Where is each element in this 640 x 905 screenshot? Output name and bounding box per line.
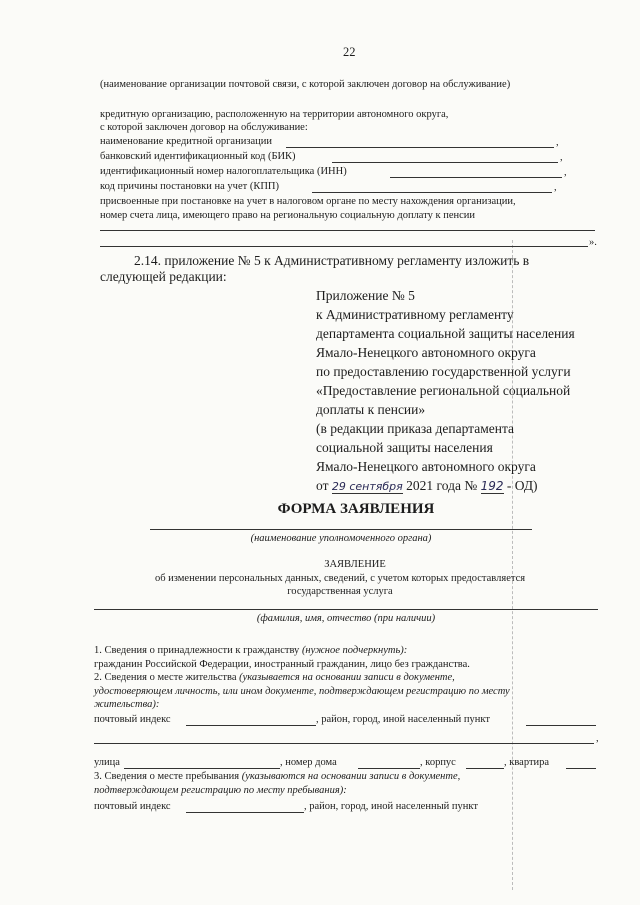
organ-note: (наименование уполномоченного органа) xyxy=(250,533,432,544)
bik-label: банковский идентификационный код (БИК) xyxy=(100,151,296,162)
annex-line: по предоставлению государственной услуги xyxy=(316,364,571,379)
statement-sub-1: об изменении персональных данных, сведений, с учетом которых предоставляется xyxy=(154,573,526,584)
annex-line: к Административному регламенту xyxy=(316,307,514,322)
residence-line xyxy=(94,671,455,684)
building-field xyxy=(466,768,504,769)
building-label: , корпус xyxy=(420,757,456,768)
fio-note: (фамилия, имя, отчество (при наличии) xyxy=(256,613,436,624)
apartment-label: , квартира xyxy=(504,757,550,768)
residence-note: (указывается на основании записи в документе, xyxy=(239,672,455,683)
citizenship-options: гражданин Российской Федерации, иностранный гражданин, лицо без гражданства. xyxy=(94,659,470,670)
comma-mark: , xyxy=(554,182,557,193)
stay-label: 3. Сведения о месте пребывания xyxy=(94,771,240,782)
kpp-line xyxy=(312,192,552,193)
house-field xyxy=(358,768,420,769)
statement-title: ЗАЯВЛЕНИЕ xyxy=(324,559,386,570)
region-label-2: , район, город, иной населенный пункт xyxy=(304,801,478,812)
comma-mark: , xyxy=(596,733,599,744)
citizenship-note: (нужное подчеркнуть): xyxy=(301,645,408,656)
end-quote-mark: ». xyxy=(589,237,597,248)
comma-mark: , xyxy=(564,167,567,178)
bank-line-2: с которой заключен договор на обслуживание: xyxy=(100,122,308,133)
bik-line xyxy=(332,162,558,163)
region-label: , район, город, иной населенный пункт xyxy=(316,714,490,725)
annex-date-line xyxy=(316,477,538,496)
date-middle: 2021 года № xyxy=(406,478,478,493)
region-field xyxy=(526,725,596,726)
annex-line: (в редакции приказа департамента xyxy=(316,421,515,436)
apartment-field xyxy=(566,768,596,769)
annex-line: доплаты к пенсии» xyxy=(316,402,426,417)
annex-line: «Предоставление региональной социальной xyxy=(316,383,571,398)
account-blank-1 xyxy=(100,230,595,231)
annex-line: Ямало-Ненецкого автономного округа xyxy=(316,459,536,474)
postal-index-field xyxy=(186,725,316,726)
handwritten-date: 29 сентября xyxy=(331,480,403,493)
tax-line: присвоенные при постановке на учет в налоговом органе по месту нахождения организации, xyxy=(100,196,516,207)
page-number: 22 xyxy=(343,45,356,59)
stay-note-2: подтверждающем регистрацию по месту пребывания): xyxy=(94,785,347,796)
postal-index-label-2: почтовый индекс xyxy=(94,801,171,812)
house-label: , номер дома xyxy=(280,757,337,768)
postal-index-label: почтовый индекс xyxy=(94,714,171,725)
number-suffix: - ОД) xyxy=(506,478,538,493)
stay-line xyxy=(94,770,460,783)
citizenship-label: 1. Сведения о принадлежности к гражданству xyxy=(94,645,300,656)
kpp-label: код причины постановки на учет (КПП) xyxy=(100,181,279,192)
account-line: номер счета лица, имеющего право на региональную социальную доплату к пенсии xyxy=(100,210,476,221)
annex-line: Приложение № 5 xyxy=(316,288,415,303)
form-title: ФОРМА ЗАЯВЛЕНИЯ xyxy=(277,501,435,517)
comma-mark: , xyxy=(556,137,559,148)
residence-note-3: жительства): xyxy=(94,699,160,710)
amendment-line-1: 2.14. приложение № 5 к Административному регламенту изложить в xyxy=(134,253,530,268)
amendment-line-2: следующей редакции: xyxy=(100,269,227,284)
postal-index-field-2 xyxy=(186,812,304,813)
handwritten-number: 192 xyxy=(480,479,504,493)
annex-line: социальной защиты населения xyxy=(316,440,493,455)
citizenship-line xyxy=(94,644,407,657)
street-label: улица xyxy=(94,757,120,768)
inn-line xyxy=(390,177,562,178)
post-org-note: (наименование организации почтовой связи, с которой заключен договор на обслуживание) xyxy=(100,79,511,90)
residence-note-2: удостоверяющем личность, или ином документе, подтверждающем регистрацию по месту xyxy=(94,686,510,697)
annex-line: Ямало-Ненецкого автономного округа xyxy=(316,345,536,360)
comma-mark: , xyxy=(560,152,563,163)
organ-line xyxy=(150,529,532,530)
street-field xyxy=(124,768,280,769)
fio-line xyxy=(94,609,598,610)
inn-label: идентификационный номер налогоплательщика (ИНН) xyxy=(100,166,347,177)
bank-name-line xyxy=(286,147,554,148)
statement-sub-2: государственная услуга xyxy=(287,586,393,597)
bank-line-1: кредитную организацию, расположенную на территории автономного округа, xyxy=(100,109,449,120)
bank-name-label: наименование кредитной организации xyxy=(100,136,272,147)
address-blank-line xyxy=(94,743,594,744)
stay-note: (указываются на основании записи в документе, xyxy=(241,771,461,782)
account-blank-2 xyxy=(100,246,588,247)
date-prefix: от xyxy=(316,478,329,493)
annex-line: департамента социальной защиты населения xyxy=(316,326,575,341)
residence-label: 2. Сведения о месте жительства xyxy=(94,672,237,683)
